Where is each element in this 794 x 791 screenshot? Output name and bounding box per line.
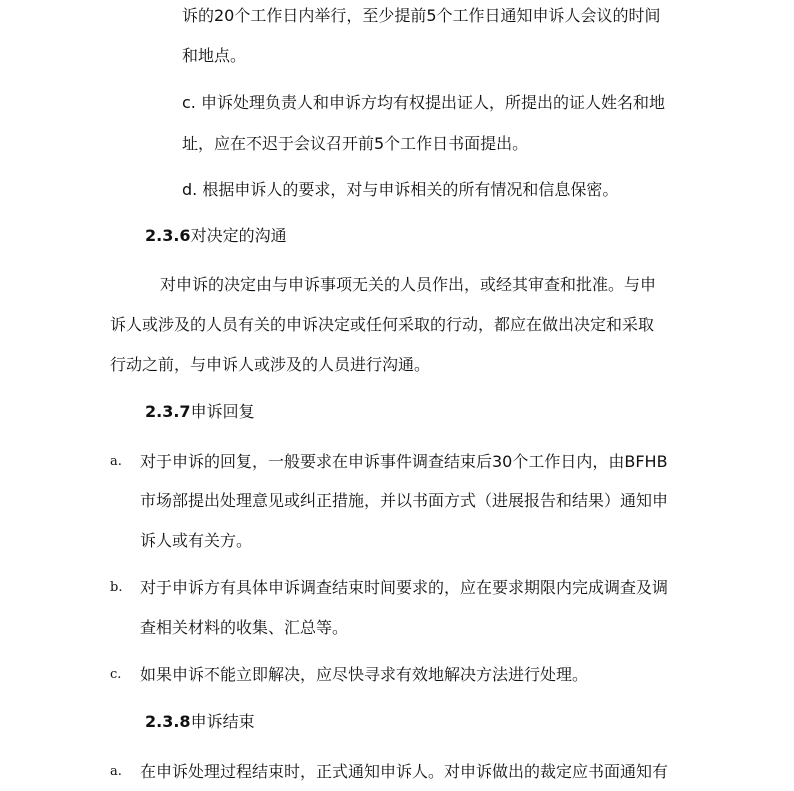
list-marker: b. (110, 580, 123, 595)
text-line: 对于申诉方有具体申诉调查结束时间要求的，应在要求期限内完成调查及调 (140, 578, 669, 597)
text-line: 如果申诉不能立即解决，应尽快寻求有效地解决方法进行处理。 (140, 665, 589, 684)
text-line: 诉的20个工作日内举行，至少提前5个工作日通知申诉人会议的时间 (182, 6, 661, 25)
section-title: 申诉回复 (190, 402, 255, 421)
section-heading (145, 712, 255, 732)
section-heading (145, 226, 287, 246)
text-line: 行动之前，与申诉人或涉及的人员进行沟通。 (110, 355, 431, 374)
text-line: 市场部提出处理意见或纠正措施，并以书面方式（进展报告和结果）通知申 (140, 491, 669, 510)
list-marker: c. (110, 667, 122, 682)
text-line: 诉人或涉及的人员有关的申诉决定或任何采取的行动，都应在做出决定和采取 (110, 315, 655, 334)
text-line: 址，应在不迟于会议召开前5个工作日书面提出。 (182, 134, 529, 153)
text-line: 在申诉处理过程结束时，正式通知申诉人。对申诉做出的裁定应书面通知有 (140, 762, 669, 781)
list-marker: a. (110, 454, 122, 469)
section-number: 2.3.6 (145, 226, 191, 245)
text-line: 对于申诉的回复，一般要求在申诉事件调查结束后30个工作日内，由BFHB (140, 452, 668, 471)
section-title: 申诉结束 (190, 712, 255, 731)
text-line: c. 申诉处理负责人和申诉方均有权提出证人，所提出的证人姓名和地 (182, 93, 665, 112)
section-number: 2.3.7 (145, 402, 191, 421)
section-title: 对决定的沟通 (190, 226, 287, 245)
text-line: 和地点。 (182, 46, 247, 65)
text-line: d. 根据申诉人的要求，对与申诉相关的所有情况和信息保密。 (182, 180, 619, 199)
text-line: 查相关材料的收集、汇总等。 (140, 618, 349, 637)
section-number: 2.3.8 (145, 712, 191, 731)
text-line: 诉人或有关方。 (140, 531, 253, 550)
text-line: 对申诉的决定由与申诉事项无关的人员作出，或经其审查和批准。与申 (160, 275, 657, 294)
section-heading (145, 402, 255, 422)
list-marker: a. (110, 764, 122, 779)
